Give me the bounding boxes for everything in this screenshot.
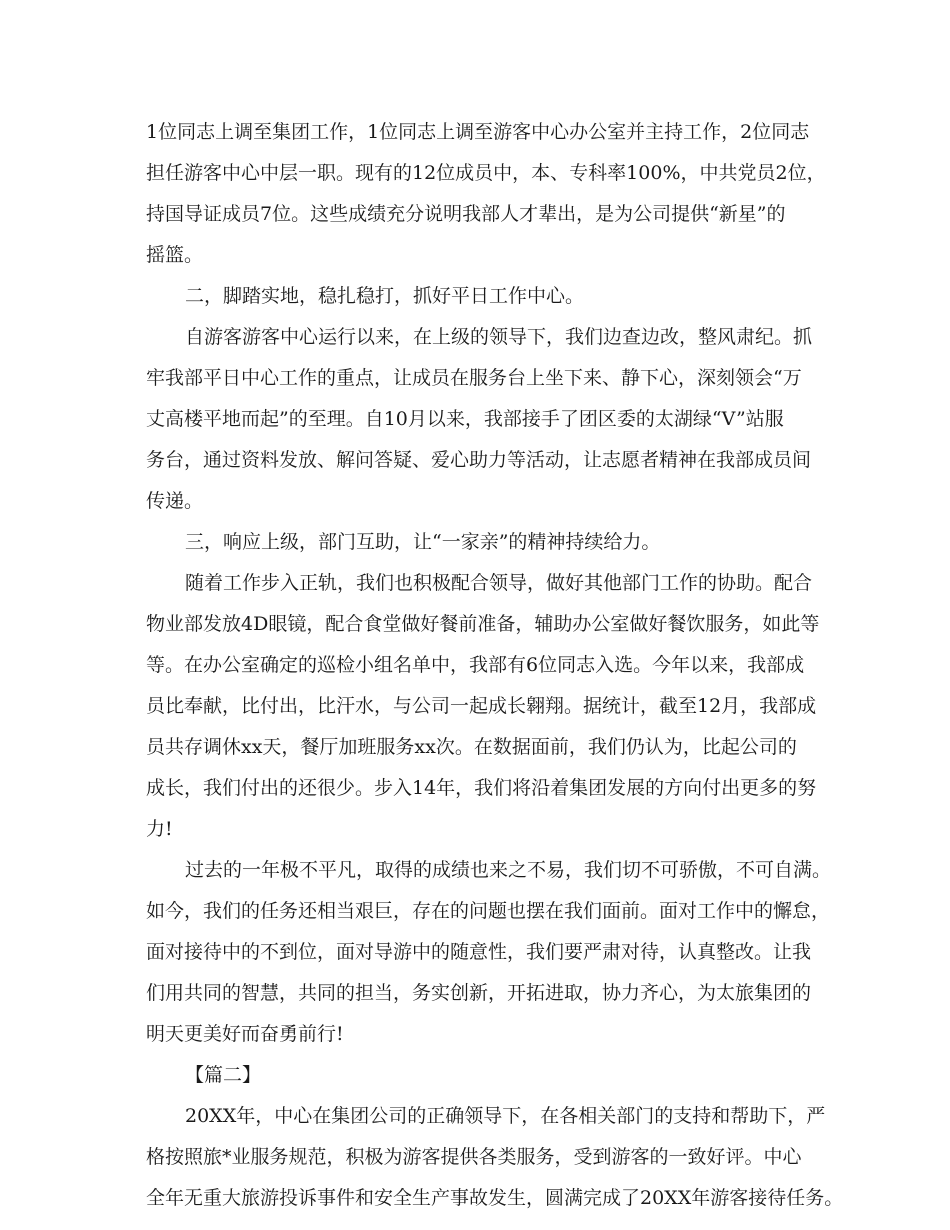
text-line: 格按照旅*业服务规范，积极为游客提供各类服务，受到游客的一致好评。中心	[146, 1146, 802, 1168]
text-line: 明天更美好而奋勇前行!	[146, 1023, 344, 1045]
text-line: 如今，我们的任务还相当艰巨，存在的问题也摆在我们面前。面对工作中的懈怠，	[146, 900, 831, 922]
section-title: 【篇二】	[185, 1064, 262, 1086]
text-line: 等。在办公室确定的巡检小组名单中，我部有6位同志入选。今年以来，我部成	[146, 654, 805, 676]
text-line: 物业部发放4D眼镜，配合食堂做好餐前准备，辅助办公室做好餐饮服务，如此等	[146, 613, 820, 635]
section-heading: 三，响应上级，部门互助，让“一家亲”的精神持续给力。	[185, 531, 661, 553]
text-line: 务台，通过资料发放、解问答疑、爱心助力等活动，让志愿者精神在我部成员间	[146, 449, 812, 471]
section-heading: 二，脚踏实地，稳扎稳打，抓好平日工作中心。	[185, 285, 585, 307]
text-line: 员共存调休xx天，餐厅加班服务xx次。在数据面前，我们仍认为，比起公司的	[146, 736, 797, 758]
text-line: 摇篮。	[146, 244, 204, 266]
text-line: 力!	[146, 818, 173, 840]
text-line: 担任游客中心中层一职。现有的12位成员中，本、专科率100%，中共党员2位，	[146, 162, 826, 184]
text-line: 自游客游客中心运行以来，在上级的领导下，我们边查边改，整风肃纪。抓	[185, 326, 813, 348]
text-line: 持国导证成员7位。这些成绩充分说明我部人才辈出，是为公司提供“新星”的	[146, 203, 786, 225]
text-line: 成长，我们付出的还很少。步入14年，我们将沿着集团发展的方向付出更多的努	[146, 777, 817, 799]
text-line: 过去的一年极不平凡，取得的成绩也来之不易，我们切不可骄傲，不可自满。	[185, 859, 832, 881]
text-line: 员比奉献，比付出，比汗水，与公司一起成长翱翔。据统计，截至12月，我部成	[146, 695, 817, 717]
text-line: 丈高楼平地而起”的至理。自10月以来，我部接手了团区委的太湖绿“V”站服	[146, 408, 784, 430]
text-line: 们用共同的智慧，共同的担当，务实创新，开拓进取，协力齐心，为太旅集团的	[146, 982, 812, 1004]
text-line: 随着工作步入正轨，我们也积极配合领导，做好其他部门工作的协助。配合	[185, 572, 813, 594]
text-line: 传递。	[146, 490, 204, 512]
text-line: 牢我部平日中心工作的重点，让成员在服务台上坐下来、静下心，深刻领会“万	[146, 367, 802, 389]
text-line: 1位同志上调至集团工作，1位同志上调至游客中心办公室并主持工作，2位同志	[146, 121, 810, 143]
text-line: 20XX年，中心在集团公司的正确领导下，在各相关部门的支持和帮助下，严	[185, 1105, 826, 1127]
text-line: 面对接待中的不到位，面对导游中的随意性，我们要严肃对待，认真整改。让我	[146, 941, 812, 963]
text-line: 全年无重大旅游投诉事件和安全生产事故发生，圆满完成了20XX年游客接待任务。	[146, 1187, 844, 1209]
document-body	[146, 117, 844, 1214]
